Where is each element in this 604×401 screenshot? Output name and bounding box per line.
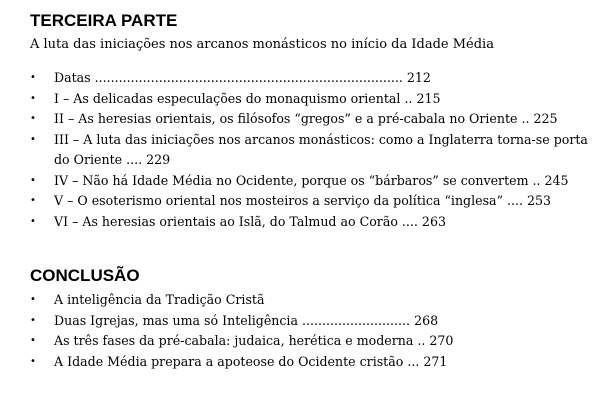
toc-entry-text: III – A luta das iniciações nos arcanos monásticos: como a Inglaterra torna-se porta do Oriente .... 229 — [54, 131, 592, 167]
conclusion-item-2 — [0, 311, 594, 332]
bullet-icon: • — [30, 355, 36, 367]
bullet-icon: • — [30, 294, 36, 305]
toc-entry-text: A inteligência da Tradição Cristã — [54, 292, 265, 307]
part-three-toc-list — [0, 68, 594, 232]
bullet-icon: • — [30, 113, 36, 124]
bullet-icon: • — [30, 92, 36, 104]
toc-item-chapter-6 — [0, 212, 594, 233]
conclusion-item-3 — [0, 331, 594, 352]
toc-item-datas — [0, 68, 594, 89]
toc-entry-text: IV – Não há Idade Média no Ocidente, porque os “bárbaros” se convertem .. 245 — [54, 172, 569, 188]
bullet-icon: • — [30, 174, 36, 186]
toc-entry-text: II – As heresias orientais, os filósofos “gregos” e a pré-cabala no Oriente .. 225 — [54, 111, 558, 126]
toc-item-chapter-1 — [0, 89, 594, 110]
bullet-icon: • — [30, 133, 36, 145]
bullet-icon: • — [30, 72, 36, 83]
toc-entry-text: A Idade Média prepara a apoteose do Ocidente cristão ... 271 — [54, 353, 448, 369]
bullet-icon: • — [30, 314, 36, 326]
conclusion-toc-list — [0, 290, 594, 372]
toc-item-chapter-5 — [0, 191, 594, 212]
bullet-icon: • — [30, 215, 36, 227]
toc-item-chapter-3 — [0, 130, 594, 171]
toc-entry-text: Duas Igrejas, mas uma só Inteligência ........................... 268 — [54, 312, 439, 328]
toc-item-chapter-2 — [0, 109, 594, 130]
part-three-subtitle: A luta das iniciações nos arcanos monásticos no início da Idade Média — [30, 37, 494, 52]
toc-item-chapter-4 — [0, 171, 594, 192]
conclusion-heading: CONCLUSÃO — [30, 266, 140, 285]
toc-entry-text: As três fases da pré-cabala: judaica, herética e moderna .. 270 — [54, 333, 454, 348]
toc-entry-text: V – O esoterismo oriental nos mosteiros a serviço da política “inglesa” .... 253 — [54, 193, 552, 208]
bullet-icon: • — [30, 195, 36, 206]
toc-entry-text: Datas ............................................................................. 212 — [54, 70, 431, 85]
part-three-heading: TERCEIRA PARTE — [30, 11, 178, 30]
conclusion-item-4 — [0, 352, 594, 373]
toc-entry-text: VI – As heresias orientais ao Islã, do Talmud ao Corão .... 263 — [54, 213, 446, 229]
conclusion-item-1 — [0, 290, 594, 311]
bullet-icon: • — [30, 335, 36, 346]
toc-entry-text: I – As delicadas especulações do monaquismo oriental .. 215 — [54, 90, 441, 106]
